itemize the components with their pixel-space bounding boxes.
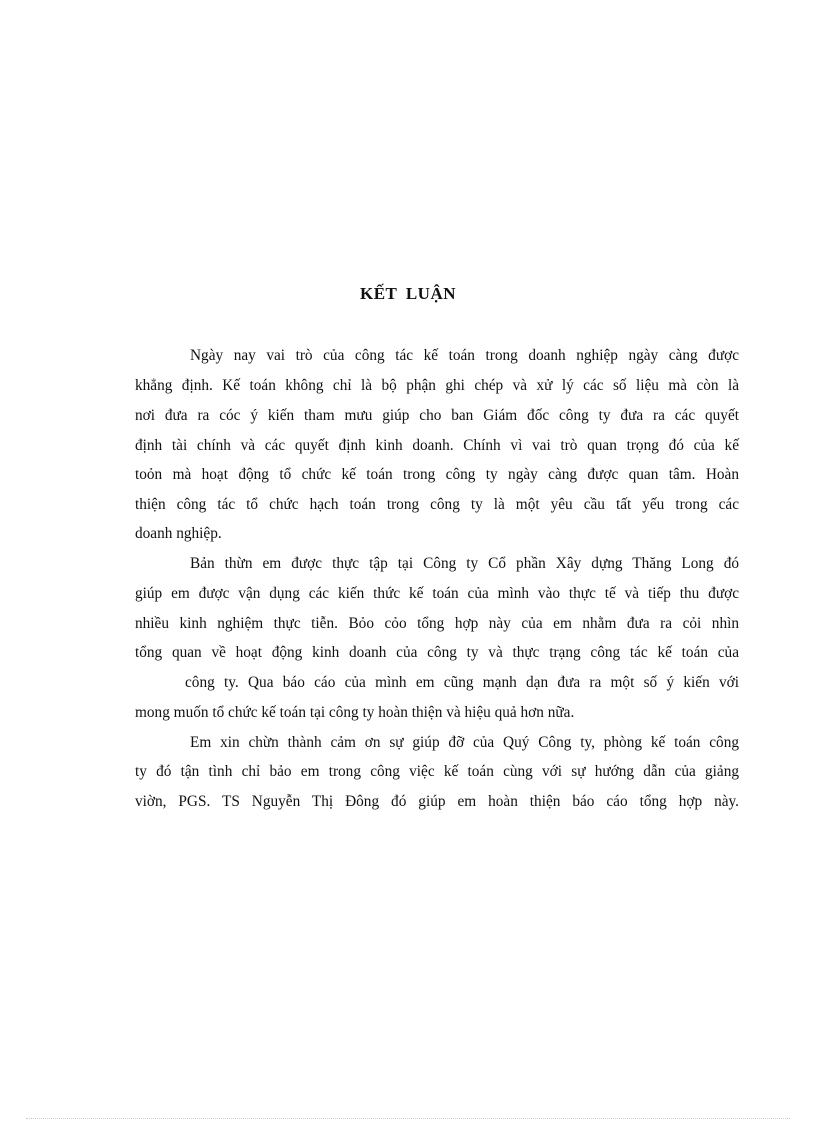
paragraph-line: ty đó tận tình chỉ bảo em trong công việc kế toán cùng với sự hướng dẫn của giảng	[135, 763, 739, 780]
paragraph-line: định tài chính và các quyết định kinh doanh. Chính vì vai trò quan trọng đó của kế	[135, 437, 739, 454]
paragraph-line: tổng quan về hoạt động kinh doanh của công ty và thực trạng công tác kế toán của	[135, 644, 739, 661]
paragraph-line: viờn, PGS. TS Nguyễn Thị Đông đó giúp em hoàn thiện báo cáo tổng hợp này.	[135, 793, 739, 810]
paragraph-line: công ty. Qua báo cáo của mình em cũng mạnh dạn đưa ra một số ý kiến với	[185, 674, 739, 691]
paragraph-line: nơi đưa ra cóc ý kiến tham mưu giúp cho ban Giám đốc công ty đưa ra các quyết	[135, 407, 739, 424]
paragraph-line: toỏn mà hoạt động tổ chức kế toán trong công ty ngày càng được quan tâm. Hoàn	[135, 466, 739, 483]
paragraph-line: Bản thừn em được thực tập tại Công ty Cổ phần Xây dựng Thăng Long đó	[190, 555, 739, 572]
paragraph-line: Ngày nay vai trò của công tác kế toán trong doanh nghiệp ngày càng được	[190, 347, 739, 364]
paragraph-line: nhiều kinh nghiệm thực tiễn. Bỏo cỏo tổng hợp này của em nhằm đưa ra cỏi nhìn	[135, 615, 739, 632]
footer-divider	[26, 1118, 790, 1119]
paragraph-line: Em xin chừn thành cảm ơn sự giúp đỡ của Quý Công ty, phòng kế toán công	[190, 734, 739, 751]
page-title: KẾT LUẬN	[359, 284, 456, 303]
paragraph-line: doanh nghiệp.	[135, 525, 222, 542]
paragraph-line: mong muốn tổ chức kế toán tại công ty hoàn thiện và hiệu quả hơn nữa.	[135, 704, 575, 721]
paragraph-line: khẳng định. Kế toán không chỉ là bộ phận ghi chép và xử lý các số liệu mà còn là	[135, 377, 739, 394]
paragraph-line: giúp em được vận dụng các kiến thức kế toán của mình vào thực tế và tiếp thu được	[135, 585, 739, 602]
paragraph-line: thiện công tác tổ chức hạch toán trong công ty là một yêu cầu tất yếu trong các	[135, 496, 739, 513]
